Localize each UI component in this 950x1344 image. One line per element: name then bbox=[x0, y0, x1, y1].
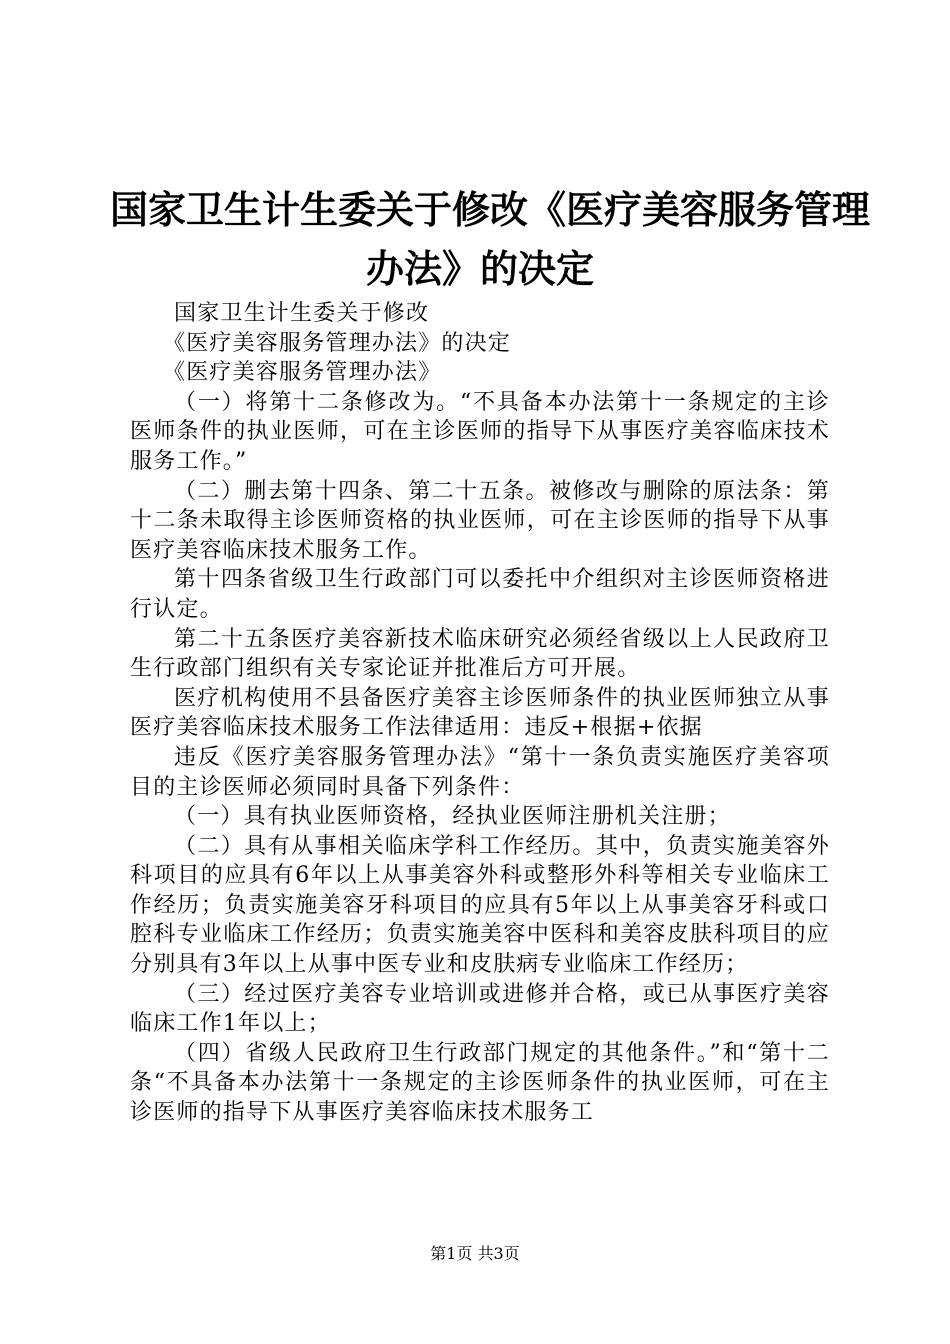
paragraph: 违反《医疗美容服务管理办法》“第十一条负责实施医疗美容项目的主诊医师必须同时具备下列条件： bbox=[130, 744, 830, 800]
paragraph: 第十四条省级卫生行政部门可以委托中介组织对主诊医师资格进行认定。 bbox=[130, 567, 830, 622]
paragraph: 《医疗美容服务管理办法》 bbox=[163, 360, 442, 386]
paragraph: （二）具有从事相关临床学科工作经历。其中，负责实施美容外科项目的应具有6年以上从事美容外科或整形外科等相关专业临床工作经历；负责实施美容牙科项目的应具有5年以上从事美容牙科或口腔科专业临床工作经历；负责实施美容中医科和美容皮肤科项目的应分别具有3年以上从事中医专业和皮肤病专业临床工作经历； bbox=[130, 833, 830, 978]
paragraph: 第二十五条医疗美容新技术临床研究必须经省级以上人民政府卫生行政部门组织有关专家论证并批准后方可开展。 bbox=[130, 626, 830, 682]
document-title-line-1: 国家卫生计生委关于修改《医疗美容服务管理 bbox=[110, 187, 871, 232]
paragraph: （一）将第十二条修改为。“不具备本办法第十一条规定的主诊医师条件的执业医师，可在主诊医师的指导下从事医疗美容临床技术服务工作。” bbox=[130, 389, 830, 474]
paragraph: （四）省级人民政府卫生行政部门规定的其他条件。”和“第十二条“不具备本办法第十一条规定的主诊医师条件的执业医师，可在主诊医师的指导下从事医疗美容临床技术服务工 bbox=[130, 1040, 830, 1126]
paragraph: （三）经过医疗美容专业培训或进修并合格，或已从事医疗美容临床工作1年以上； bbox=[130, 981, 830, 1037]
paragraph: 国家卫生计生委关于修改 bbox=[174, 301, 430, 326]
paragraph: （一）具有执业医师资格，经执业医师注册机关注册； bbox=[174, 804, 731, 830]
document-body bbox=[130, 299, 830, 1128]
page-footer: 第1页 共3页 bbox=[430, 1244, 520, 1263]
paragraph: 医疗机构使用不县备医疗美容主诊医师条件的执业医师独立从事医疗美容临床技术服务工作法律适用：违反+根据+依据 bbox=[130, 685, 830, 741]
paragraph: 《医疗美容服务管理办法》的决定 bbox=[163, 330, 512, 356]
paragraph: （二）删去第十四条、第二十五条。被修改与删除的原法条：第十二条未取得主诊医师资格的执业医师，可在主诊医师的指导下从事医疗美容临床技术服务工作。 bbox=[130, 478, 830, 563]
document-title-line-2: 办法》的决定 bbox=[365, 246, 594, 291]
